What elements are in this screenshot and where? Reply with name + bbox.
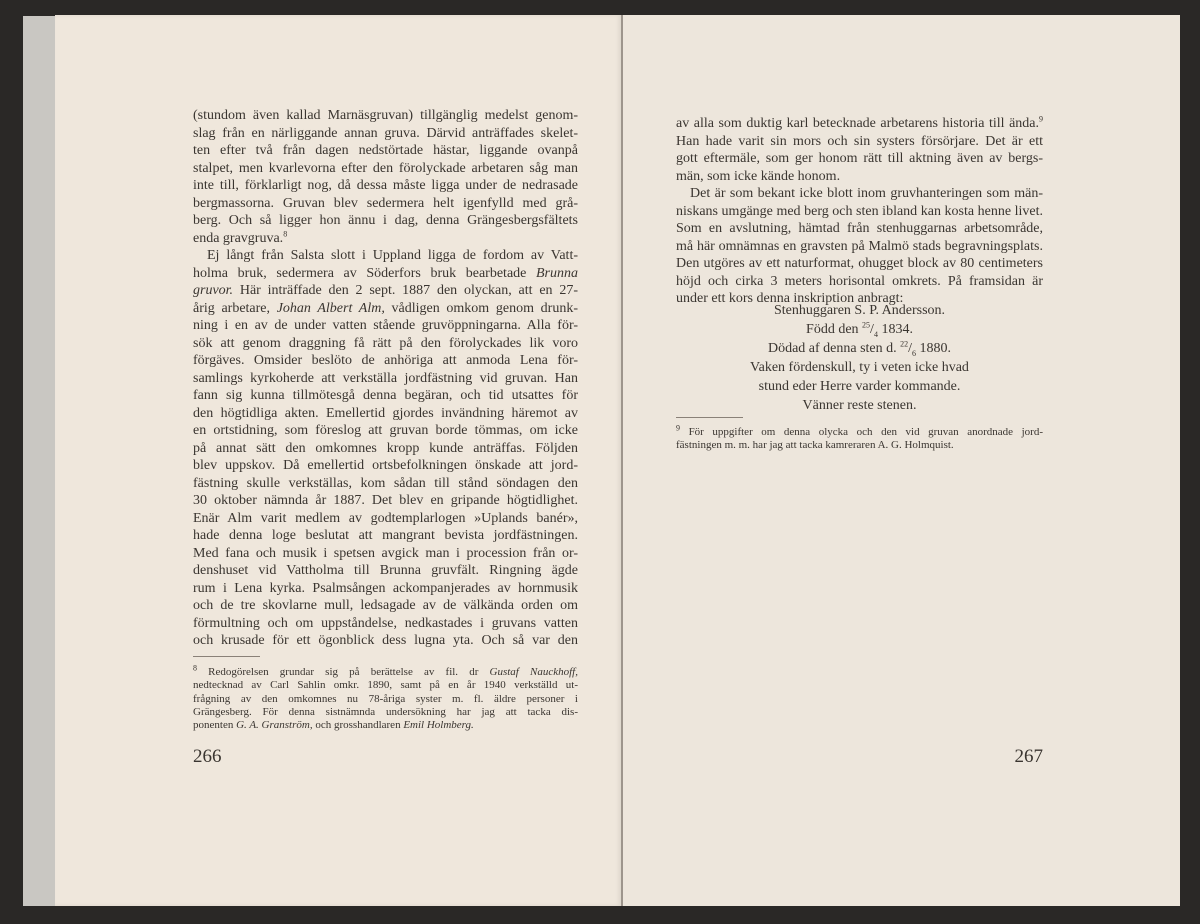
text-line: må här omnämnas en gravsten på Malmö stads begravningsplats. <box>676 238 1043 254</box>
text-span: enda gravgruva. <box>193 230 284 246</box>
inscription-line <box>676 358 1043 377</box>
text-line: frågning av den omkomnes nu 78-åriga syster m. fl. äldre personer i <box>193 692 578 705</box>
text-line: samlings kyrkoherde att verkställa jordfästning vid gruvan. Han <box>193 370 578 386</box>
text-line <box>676 423 1043 439</box>
text-line: den högtidliga akten. Emellertid gjordes invändning häremot av <box>193 405 578 421</box>
page-number-right: 267 <box>1014 746 1043 767</box>
text-line: höjd och cirka 3 meters horisontal omkrets. På framsidan är <box>676 273 1043 289</box>
text-span: Stenhuggaren S. P. Andersson. <box>773 303 946 318</box>
text-line: ning i en av de under vatten stående gruvöppningarna. Alla för- <box>193 318 578 333</box>
text-span: Vänner reste stenen. <box>802 398 917 413</box>
right-footnote <box>676 423 1043 453</box>
text-line <box>193 663 578 679</box>
text-line: och krusade för ett ögonblick dess lugna yta. Och så var den <box>193 633 578 648</box>
superscript: 22 <box>900 339 909 349</box>
inscription-line <box>676 320 1043 339</box>
underlying-page-edge <box>23 16 59 906</box>
subscript: 6 <box>912 348 917 358</box>
text-span: Brunna <box>536 265 578 281</box>
text-line: förgäves. Omsider beslöto de anhöriga att anmoda Lena för- <box>193 353 578 368</box>
text-line: Ej långt från Salsta slott i Uppland ligga de fordom av Vatt- <box>207 248 578 263</box>
text-line: män, som icke kände honom. <box>676 168 841 184</box>
text-line: stalpet, men kvarlevorna efter den förolyckade arbetaren såg man <box>193 160 578 176</box>
text-span: G. A. Granström, <box>236 719 313 732</box>
text-span: / <box>870 322 874 337</box>
text-line <box>676 115 1043 133</box>
text-line: niskans umgänge med berg och sten ibland kan kosta henne livet. <box>676 203 1043 219</box>
text-line: nedtecknad av Carl Sahlin omkr. 1890, samt på en år 1940 verkställd ut- <box>193 679 578 692</box>
paragraph <box>676 115 1043 185</box>
paragraph <box>193 247 578 650</box>
text-line: Enär Alm varit medlem av godtemplarlogen »Uplands banér», <box>193 510 578 526</box>
text-line: förmultning och om uppståndelse, nedkastades i gruvans vatten <box>193 615 578 631</box>
text-line <box>193 300 578 318</box>
text-line <box>193 282 578 300</box>
text-line: Den utgöres av ett naturformat, ohugget block av 80 centimeters <box>676 256 1043 271</box>
text-span: Vaken fördenskull, ty i veten icke hvad <box>750 360 969 375</box>
text-line: fästning skulle verkställas, kom sådan till stånd söndagen den <box>193 475 578 491</box>
text-line: rum i Lena kyrka. Psalmsången ackompanjerades av hornmusik <box>193 580 578 596</box>
superscript: 25 <box>862 320 871 330</box>
footnote-rule <box>193 656 260 657</box>
right-body-text <box>676 115 1043 308</box>
inscription-line <box>676 301 1043 320</box>
superscript: 9 <box>676 423 680 433</box>
text-line: hade denna loge beslutat att mangrant bevista jordfästningen. <box>193 528 578 543</box>
text-span: Emil Holmberg. <box>403 719 474 732</box>
text-line: Det är som bekant icke blott inom gruvhanteringen som män- <box>690 186 1043 201</box>
text-line: fästningen m. m. har jag att tacka kamreraren A. G. Holmquist. <box>676 439 954 452</box>
text-span: Född den <box>806 322 863 337</box>
text-span: gruvor. <box>193 283 234 298</box>
text-line: denshuset vid Vattholma till Brunna gruvfält. Ringning ägde <box>193 563 578 578</box>
text-line: slag från en närliggande annan gruva. Därvid anträffades skelet- <box>193 125 578 141</box>
paragraph <box>193 107 578 247</box>
inscription-line <box>676 377 1043 396</box>
text-line: en ortstidning, som föreslog att gruvan borde tömmas, om icke <box>193 423 578 438</box>
text-span: ponenten <box>193 719 237 732</box>
text-line: 30 oktober nämnda år 1887. Det blev en gripande högtidlighet. <box>193 493 578 508</box>
text-span: 1880. <box>916 341 952 356</box>
text-span: stund eder Herre varder kommande. <box>758 379 961 394</box>
text-span: holma bruk, sedermera av Söderfors bruk bearbetade <box>193 265 536 281</box>
left-body-text <box>193 107 578 650</box>
text-line <box>193 719 578 732</box>
text-line <box>193 230 578 248</box>
text-span: och grosshandlaren <box>312 719 404 732</box>
text-span: Här inträffade den 2 sept. 1887 den olyckan, att en 27- <box>233 283 578 298</box>
text-line: berg. Och så ligger hon ännu i dag, denna Grängesbergsfältets <box>193 213 578 228</box>
text-line: blev uppskov. Då emellertid ortsbefolkningen önskade att jord- <box>193 458 578 473</box>
text-line: inte till, förklarligt nog, då dessa måste ligga under de nedrasade <box>193 178 578 193</box>
paragraph <box>676 423 1043 453</box>
text-line: ten efter två från dagen nedstörtade hästar, liggande ovanpå <box>193 143 578 158</box>
inscription <box>676 301 1043 415</box>
text-line: Som en avslutning, hämtad från stenhuggarnas arbetsområde, <box>676 221 1043 236</box>
text-span: av alla som duktig karl betecknade arbetarens historia till ända. <box>676 116 1039 131</box>
inscription-line <box>676 396 1043 415</box>
text-span: årig arbetare, <box>193 300 277 316</box>
book-spine <box>621 15 623 906</box>
superscript: 9 <box>1039 114 1043 124</box>
text-span: 1834. <box>877 322 913 337</box>
text-span: Redogörelsen grundar sig på berättelse av fil. dr <box>197 666 490 678</box>
text-span: Dödad af denna sten d. <box>767 341 901 356</box>
text-line: bergmassorna. Gruvan blev sedermera helt igenfylld med grå- <box>193 195 578 211</box>
page-number-left: 266 <box>193 746 222 767</box>
text-line: (stundom även kallad Marnäsgruvan) tillgänglig medelst genom- <box>193 108 578 123</box>
text-span: / <box>908 341 913 356</box>
footnote-rule <box>676 417 743 418</box>
left-footnote <box>193 663 578 732</box>
text-span: Johan Albert Alm, <box>276 300 385 316</box>
text-line: gott eftermäle, som ger honom rätt till aktning även av bergs- <box>676 151 1043 166</box>
text-line: på annat sätt den omkomnes kropp kunde anträffas. Följden <box>193 440 578 456</box>
text-span: Gustaf Nauckhoff, <box>489 666 578 678</box>
text-line: Han hade varit sin mors och sin systers försörjare. Det är ett <box>676 133 1043 149</box>
subscript: 4 <box>873 329 878 339</box>
text-line <box>193 265 578 283</box>
inscription-line <box>676 339 1043 358</box>
superscript: 8 <box>193 663 197 673</box>
superscript: 8 <box>283 228 288 238</box>
text-line: och de tre skovlarne mull, ledsagade av de välkända orden om <box>193 598 578 613</box>
text-line: Grängesberg. För denna sistnämnda undersökning har jag att tacka dis- <box>193 705 578 718</box>
text-span: För uppgifter om denna olycka och den vid gruvan anordnade jord- <box>680 426 1043 438</box>
text-line: fann sig kunna tillmötesgå denna begäran, och tid utsattes för <box>193 388 578 403</box>
paragraph <box>676 185 1043 308</box>
text-span: vådligen omkom genom drunk- <box>384 300 578 316</box>
text-line: Med fana och musik i spetsen avgick man i procession från or- <box>193 545 578 561</box>
paragraph <box>193 663 578 732</box>
text-line: sök att genom draggning få rätt på den förolyckades lik voro <box>193 335 578 351</box>
text-line: under ett kors denna inskription anbragt: <box>676 291 904 306</box>
